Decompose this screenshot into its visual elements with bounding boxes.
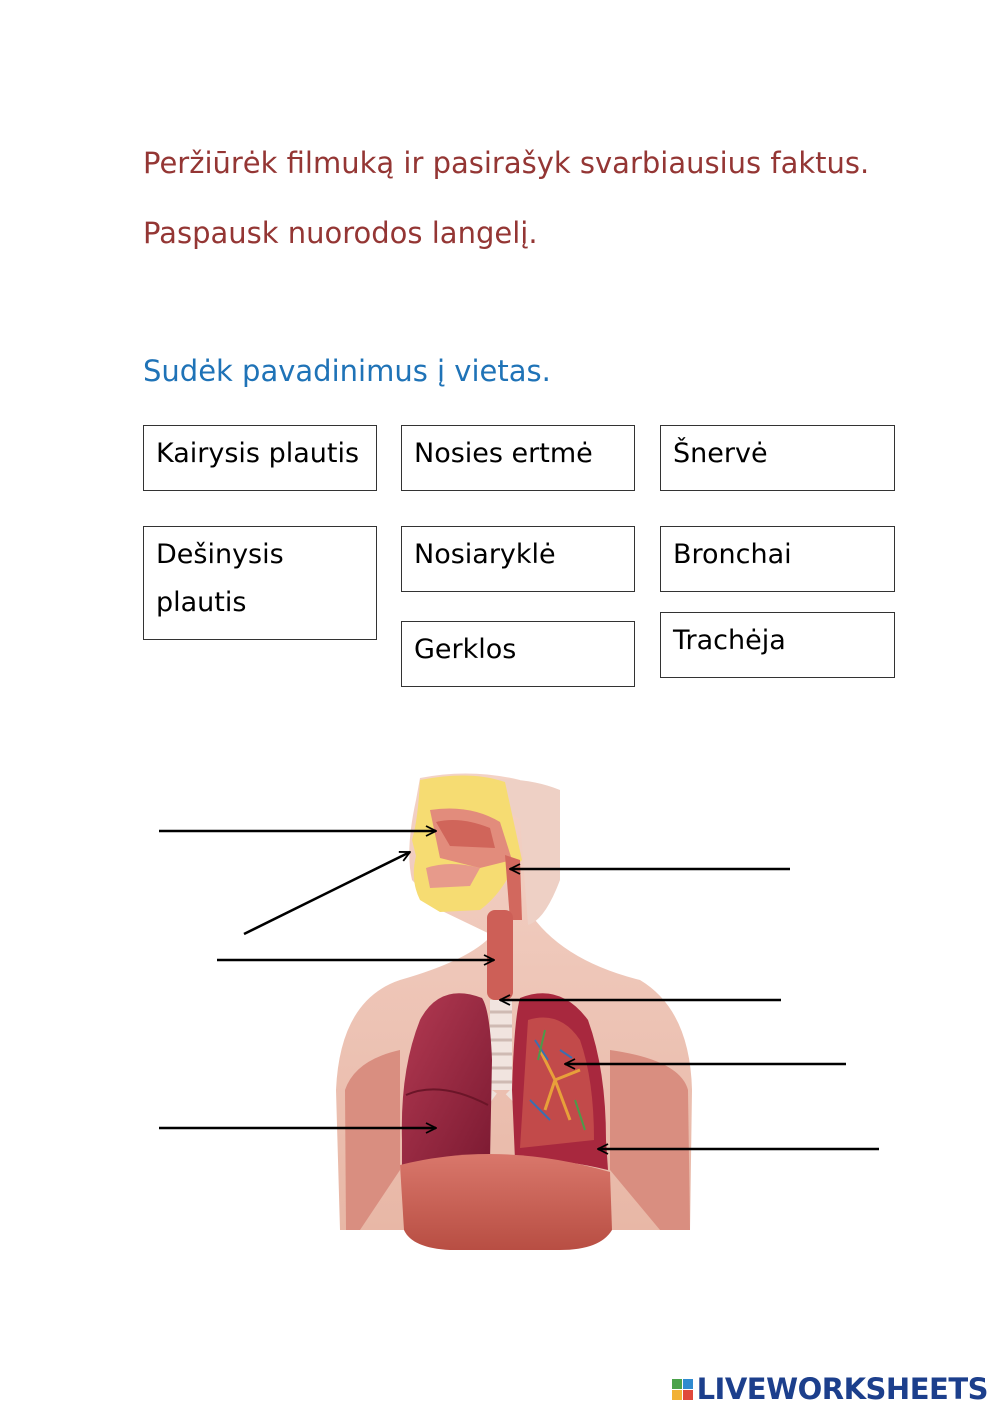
word-label: Kairysis plautis: [156, 438, 360, 469]
word-label: Šnervė: [673, 438, 768, 469]
word-box-bronchi[interactable]: [660, 526, 895, 592]
instruction-place-names: Sudėk pavadinimus į vietas.: [143, 354, 551, 388]
word-label: Dešinysis plautis: [156, 539, 284, 618]
respiratory-system-diagram: [0, 760, 1000, 1280]
word-label: Nosiaryklė: [414, 539, 556, 570]
liveworksheets-logo-icon: [672, 1379, 693, 1400]
word-label: Nosies ertmė: [414, 438, 593, 469]
word-label: Gerklos: [414, 634, 517, 665]
arrow-slot-nostril[interactable]: [244, 852, 410, 934]
diaphragm: [400, 1154, 612, 1250]
word-box-nostril[interactable]: [660, 425, 895, 491]
word-box-nasopharynx[interactable]: [401, 526, 635, 592]
word-label: Bronchai: [673, 539, 792, 570]
liveworksheets-brand: LIVEWORKSHEETS: [696, 1372, 988, 1406]
instruction-watch-video: Peržiūrėk filmuką ir pasirašyk svarbiausius faktus.: [143, 146, 870, 180]
word-box-trachea[interactable]: [660, 612, 895, 678]
word-box-right-lung[interactable]: [143, 526, 377, 640]
word-label: Trachėja: [673, 625, 786, 656]
word-box-left-lung[interactable]: [143, 425, 377, 491]
word-box-nasal-cavity[interactable]: [401, 425, 635, 491]
instruction-click-link: Paspausk nuorodos langelį.: [143, 216, 538, 250]
liveworksheets-logo: [672, 1372, 988, 1406]
word-box-larynx[interactable]: [401, 621, 635, 687]
